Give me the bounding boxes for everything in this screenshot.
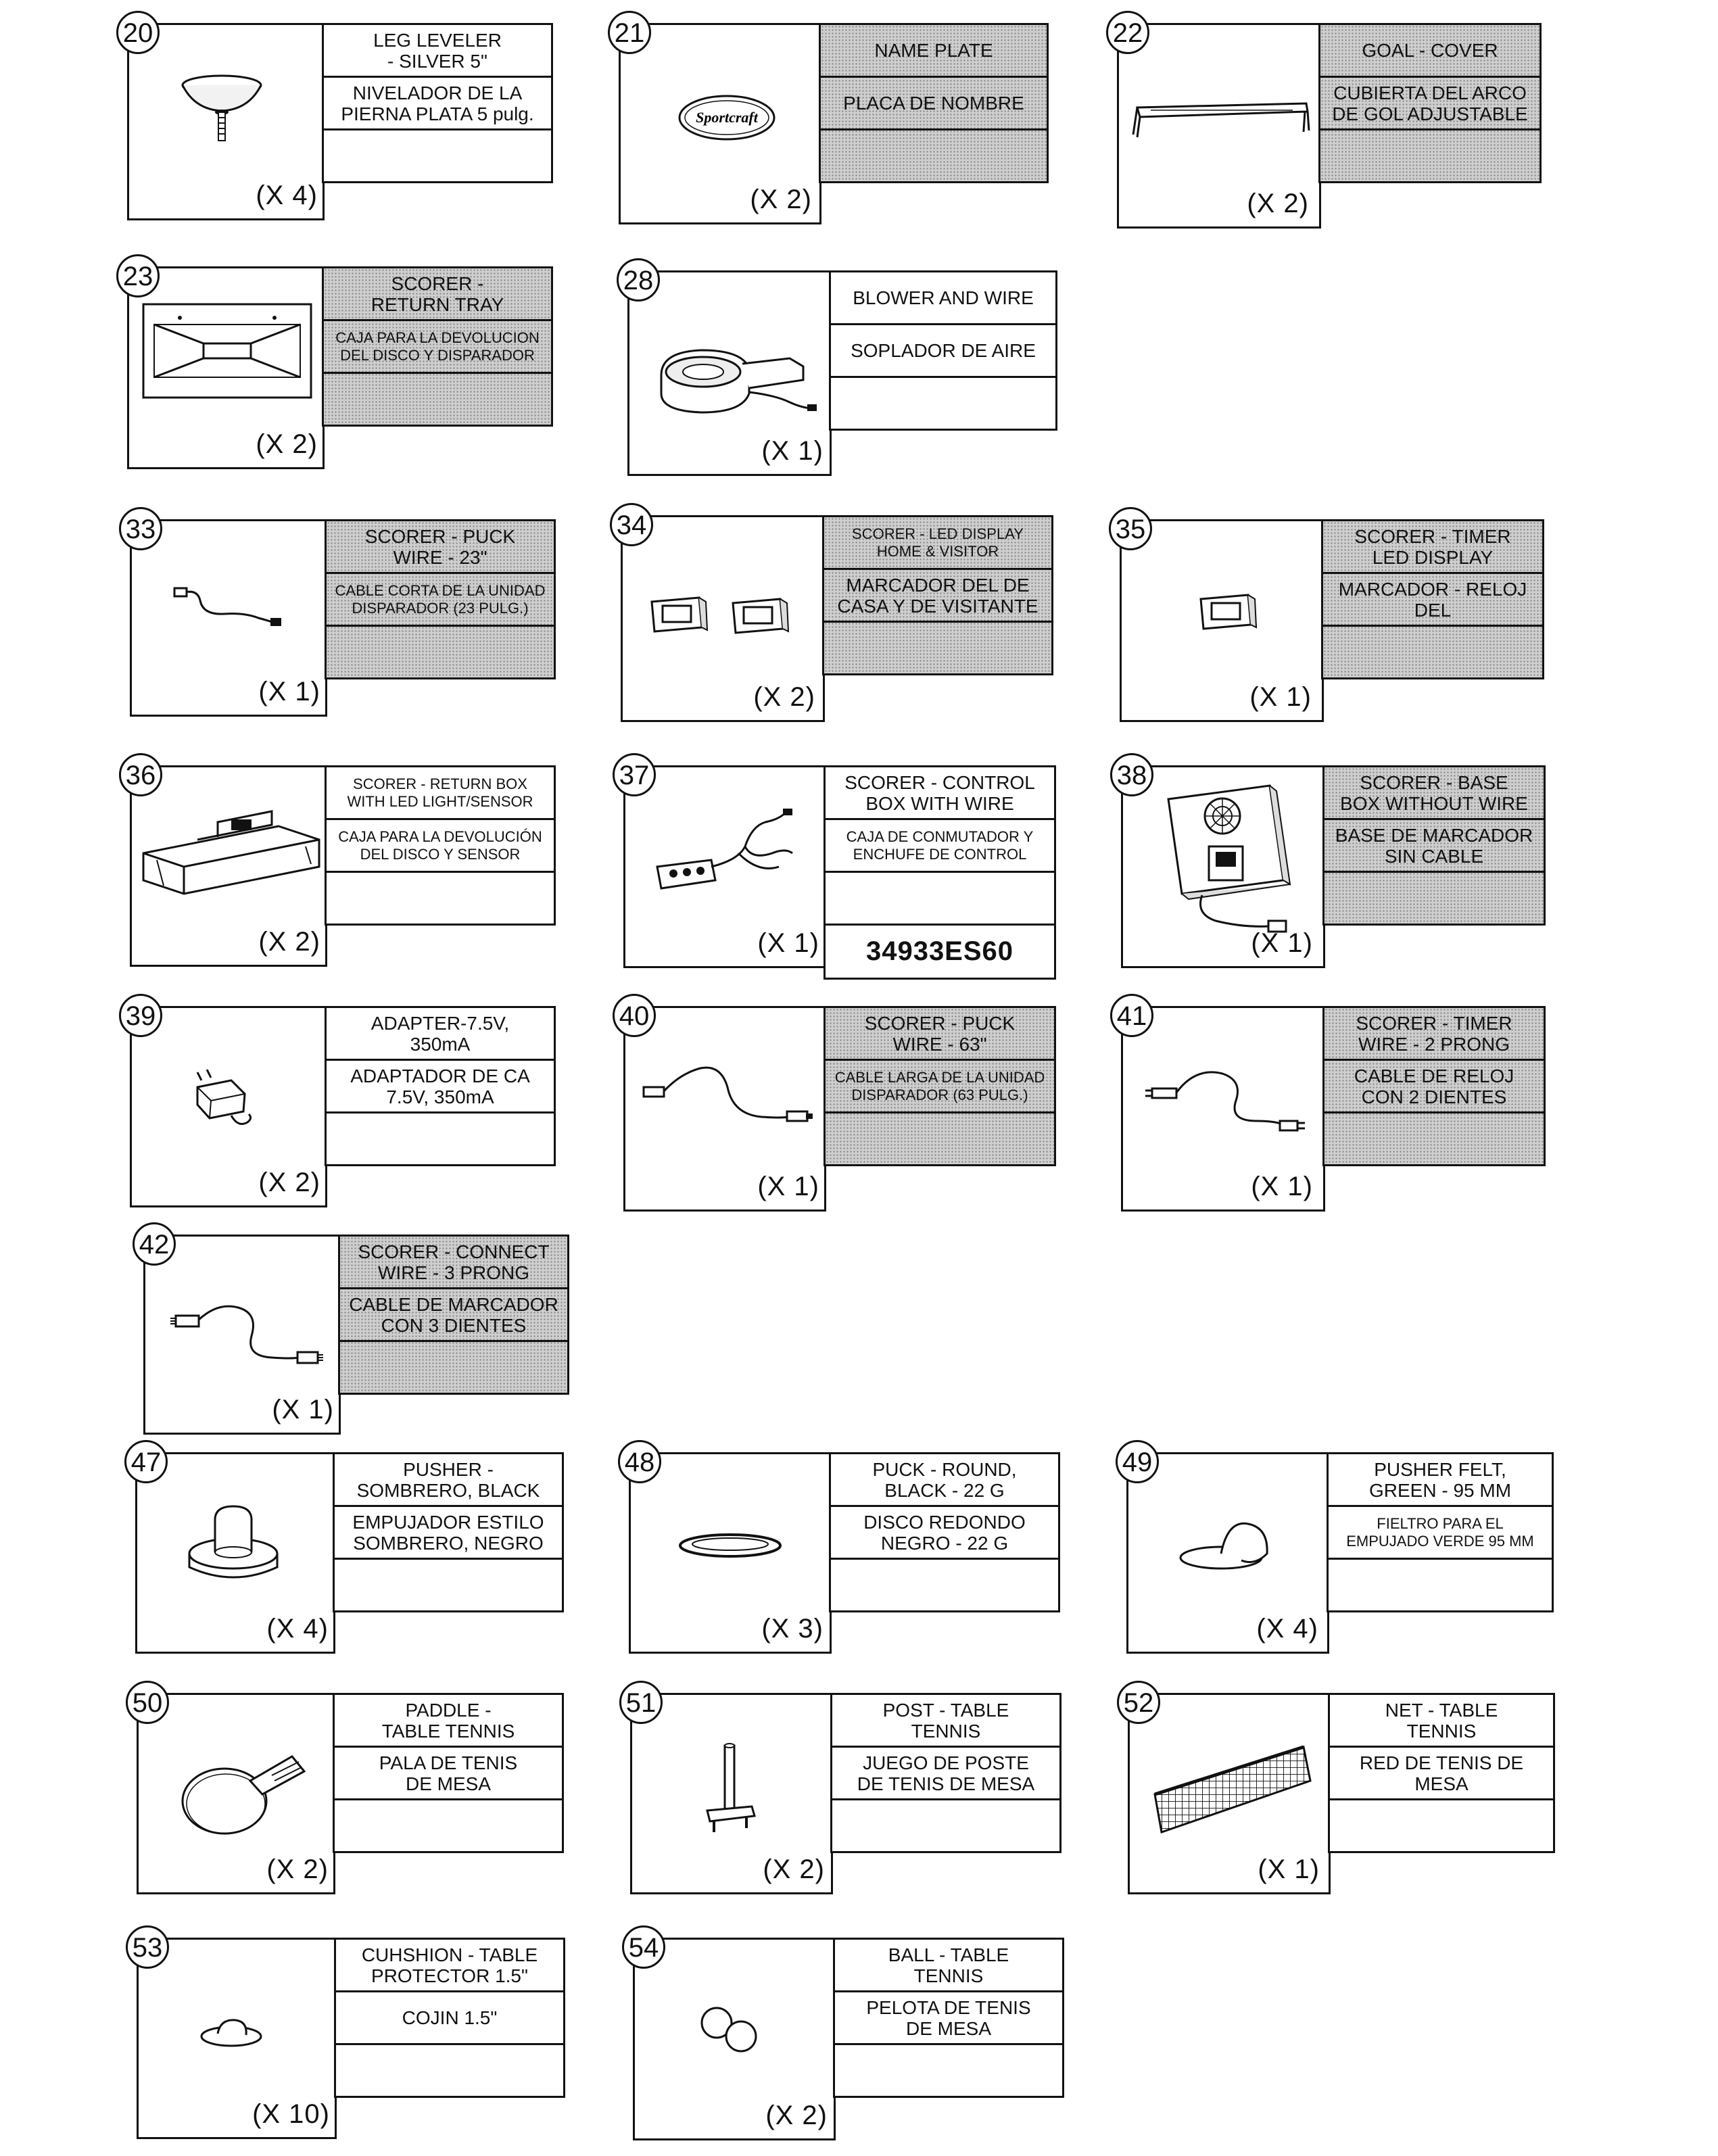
- part-number: 35: [1109, 507, 1152, 550]
- part-22: [1112, 18, 1542, 229]
- part-label-table: [322, 23, 553, 183]
- part-quantity: (X 1): [1251, 1172, 1313, 1201]
- part-code-cell: [832, 1800, 1059, 1853]
- part-name-spanish: PALA DE TENIS DE MESA: [335, 1748, 562, 1800]
- part-name-spanish: ADAPTADOR DE CA 7.5V, 350mA: [327, 1061, 554, 1113]
- net-icon: [1148, 1740, 1317, 1842]
- part-34: [616, 510, 1053, 722]
- part-quantity: (X 1): [757, 1172, 819, 1201]
- part-name-spanish: RED DE TENIS DE MESA: [1330, 1748, 1553, 1800]
- part-label-table: [334, 1938, 565, 2098]
- part-name-spanish: MARCADOR - RELOJ DEL: [1323, 574, 1542, 627]
- blower-icon: [648, 338, 824, 426]
- part-number: 49: [1116, 1440, 1159, 1483]
- part-code-cell: [1320, 130, 1540, 183]
- part-name-english: BALL - TABLE TENNIS: [835, 1940, 1062, 1992]
- part-quantity: (X 10): [252, 2099, 330, 2129]
- name-plate-logo: Sportcraft: [696, 109, 758, 126]
- part-42: [139, 1230, 569, 1435]
- part-code-cell: [335, 1800, 562, 1853]
- part-number: 54: [622, 1925, 665, 1969]
- part-38: [1116, 761, 1546, 968]
- part-label-table: [830, 1693, 1061, 1853]
- part-code-cell: 34933ES60: [826, 926, 1054, 980]
- part-label-table: [1321, 519, 1544, 679]
- part-name-spanish: FIELTRO PARA EL EMPUJADO VERDE 95 MM: [1329, 1507, 1552, 1560]
- part-28: [623, 266, 1057, 476]
- part-code-cell: [1325, 873, 1544, 926]
- part-code-cell: [336, 2045, 563, 2098]
- part-quantity: (X 1): [272, 1395, 334, 1424]
- part-code-cell: [335, 1560, 562, 1612]
- ball-icon: [694, 1998, 768, 2059]
- part-label-table: [333, 1452, 564, 1612]
- part-41: [1116, 1001, 1546, 1212]
- puck-wire-short-icon: [170, 580, 285, 634]
- part-number: 52: [1117, 1681, 1160, 1724]
- part-name-english: POST - TABLE TENNIS: [832, 1695, 1059, 1748]
- part-label-table: [829, 270, 1057, 431]
- part-name-spanish: SOPLADOR DE AIRE: [831, 325, 1055, 378]
- part-name-spanish: PLACA DE NOMBRE: [821, 78, 1047, 130]
- part-quantity: (X 2): [753, 682, 815, 712]
- part-number: 39: [119, 994, 162, 1037]
- part-name-english: SCORER - TIMER WIRE - 2 PRONG: [1325, 1008, 1544, 1061]
- part-20: [122, 18, 553, 220]
- part-47: [130, 1447, 564, 1654]
- part-52: [1123, 1688, 1555, 1894]
- part-label-table: [1322, 765, 1546, 926]
- part-21: [614, 18, 1049, 224]
- part-label-table: [333, 1693, 564, 1853]
- part-label-table: [1322, 1006, 1546, 1166]
- part-37: [619, 761, 1056, 968]
- part-quantity: (X 4): [266, 1614, 329, 1644]
- part-33: [125, 514, 556, 717]
- part-name-english: CUHSHION - TABLE PROTECTOR 1.5": [336, 1940, 563, 1992]
- part-number: 51: [619, 1681, 663, 1724]
- part-quantity: (X 3): [761, 1614, 824, 1644]
- part-name-spanish: JUEGO DE POSTE DE TENIS DE MESA: [832, 1748, 1059, 1800]
- part-code-cell: [1329, 1560, 1552, 1612]
- part-label-table: [325, 519, 556, 679]
- part-35: [1115, 514, 1544, 722]
- part-label-table: [1328, 1693, 1555, 1853]
- puck-icon: [676, 1527, 784, 1567]
- part-name-english: GOAL - COVER: [1320, 25, 1540, 78]
- part-blank-cell: [826, 873, 1054, 926]
- part-code-cell: [831, 1560, 1058, 1612]
- cushion-icon: [197, 2012, 272, 2053]
- puck-wire-long-icon: [640, 1060, 815, 1134]
- part-36: [125, 761, 556, 967]
- part-code-cell: [1330, 1800, 1553, 1853]
- part-48: [624, 1447, 1060, 1654]
- part-name-spanish: CABLE CORTA DE LA UNIDAD DISPARADOR (23 PULG.): [327, 574, 554, 627]
- part-name-spanish: CAJA DE CONMUTADOR Y ENCHUFE DE CONTROL: [826, 820, 1054, 873]
- part-name-english: ADAPTER-7.5V, 350mA: [327, 1008, 554, 1061]
- part-code-cell: [1325, 1113, 1544, 1166]
- part-name-english: BLOWER AND WIRE: [831, 272, 1055, 325]
- part-name-english: SCORER - CONTROL BOX WITH WIRE: [826, 767, 1054, 820]
- part-code-cell: [324, 130, 551, 183]
- part-number: 28: [617, 258, 660, 302]
- part-label-table: [824, 1006, 1056, 1166]
- part-quantity: (X 4): [256, 181, 318, 210]
- part-name-english: SCORER - RETURN TRAY: [324, 268, 551, 321]
- part-number: 23: [116, 254, 160, 297]
- part-name-english: SCORER - CONNECT WIRE - 3 PRONG: [340, 1237, 567, 1289]
- part-label-table: [824, 765, 1056, 980]
- part-label-table: [829, 1452, 1060, 1612]
- part-quantity: (X 1): [757, 928, 819, 958]
- part-quantity: (X 2): [256, 429, 318, 459]
- part-number: 42: [133, 1222, 176, 1266]
- part-code-cell: [327, 873, 554, 926]
- paddle-icon: [177, 1747, 312, 1842]
- part-quantity: (X 2): [763, 1854, 825, 1884]
- part-label-table: [1318, 23, 1542, 183]
- led-display-timer-icon: [1194, 587, 1268, 641]
- goal-cover-icon: [1124, 87, 1320, 141]
- part-49: [1122, 1447, 1554, 1654]
- part-code-cell: [821, 130, 1047, 183]
- part-quantity: (X 2): [750, 185, 812, 214]
- part-name-spanish: CABLE LARGA DE LA UNIDAD DISPARADOR (63 PULG.): [826, 1061, 1054, 1113]
- pusher-icon: [183, 1500, 284, 1587]
- control-box-icon: [650, 806, 806, 901]
- part-23: [122, 262, 553, 469]
- part-label-table: [822, 515, 1053, 675]
- part-name-spanish: CUBIERTA DEL ARCO DE GOL ADJUSTABLE: [1320, 78, 1540, 130]
- part-name-english: SCORER - TIMER LED DISPLAY: [1323, 521, 1542, 574]
- part-name-english: LEG LEVELER - SILVER 5": [324, 25, 551, 78]
- part-label-table: [325, 1006, 556, 1166]
- part-code-cell: [327, 627, 554, 679]
- part-name-spanish: DISCO REDONDO NEGRO - 22 G: [831, 1507, 1058, 1560]
- part-name-english: PUSHER - SOMBRERO, BLACK: [335, 1454, 562, 1507]
- part-quantity: (X 2): [765, 2101, 828, 2130]
- part-54: [628, 1933, 1064, 2140]
- part-number: 20: [116, 11, 160, 54]
- part-name-english: NAME PLATE: [821, 25, 1047, 78]
- part-name-spanish: NIVELADOR DE LA PIERNA PLATA 5 pulg.: [324, 78, 551, 130]
- part-name-spanish: PELOTA DE TENIS DE MESA: [835, 1992, 1062, 2045]
- part-code-cell: [831, 378, 1055, 431]
- part-code-cell: [824, 623, 1051, 675]
- part-name-spanish: CAJA PARA LA DEVOLUCIÓN DEL DISCO Y SENSOR: [327, 820, 554, 873]
- part-quantity: (X 2): [266, 1854, 329, 1884]
- part-quantity: (X 2): [258, 1168, 320, 1197]
- part-name-english: SCORER - PUCK WIRE - 63": [826, 1008, 1054, 1061]
- part-number: 37: [613, 753, 656, 796]
- led-display-pair-icon: [645, 588, 801, 642]
- part-name-english: PADDLE - TABLE TENNIS: [335, 1695, 562, 1748]
- part-label-table: [322, 266, 553, 427]
- pusher-felt-icon: [1174, 1513, 1289, 1581]
- part-number: 50: [126, 1681, 169, 1724]
- part-name-spanish: MARCADOR DEL DE CASA Y DE VISITANTE: [824, 570, 1051, 623]
- part-name-spanish: CABLE DE RELOJ CON 2 DIENTES: [1325, 1061, 1544, 1113]
- part-name-english: PUSHER FELT, GREEN - 95 MM: [1329, 1454, 1552, 1507]
- part-number: 36: [119, 753, 162, 796]
- part-39: [125, 1001, 556, 1207]
- part-name-spanish: COJIN 1.5": [336, 1992, 563, 2045]
- part-name-english: PUCK - ROUND, BLACK - 22 G: [831, 1454, 1058, 1507]
- part-number: 33: [119, 507, 162, 550]
- part-label-table: [338, 1235, 569, 1395]
- part-number: 21: [608, 11, 651, 54]
- part-label-table: [833, 1938, 1064, 2098]
- part-number: 48: [618, 1440, 661, 1483]
- part-name-english: SCORER - RETURN BOX WITH LED LIGHT/SENSOR: [327, 767, 554, 820]
- leg-leveler-icon: [168, 70, 276, 145]
- part-50: [132, 1688, 564, 1894]
- part-name-spanish: CABLE DE MARCADOR CON 3 DIENTES: [340, 1289, 567, 1342]
- base-box-icon: [1155, 779, 1304, 948]
- part-name-english: NET - TABLE TENNIS: [1330, 1695, 1553, 1748]
- part-name-spanish: EMPUJADOR ESTILO SOMBRERO, NEGRO: [335, 1507, 562, 1560]
- connect-wire-icon: [170, 1295, 326, 1383]
- part-code-cell: [340, 1342, 567, 1395]
- adapter-icon: [191, 1067, 265, 1134]
- post-icon: [698, 1740, 765, 1842]
- part-code-cell: [1323, 627, 1542, 679]
- part-name-spanish: CAJA PARA LA DEVOLUCION DEL DISCO Y DISPARADOR: [324, 321, 551, 374]
- part-code-cell: [835, 2045, 1062, 2098]
- part-code-cell: [826, 1113, 1054, 1166]
- part-name-spanish: BASE DE MARCADOR SIN CABLE: [1325, 820, 1544, 873]
- part-quantity: (X 1): [258, 677, 320, 706]
- part-quantity: (X 4): [1256, 1614, 1318, 1644]
- part-name-english: SCORER - BASE BOX WITHOUT WIRE: [1325, 767, 1544, 820]
- part-number: 40: [613, 994, 656, 1037]
- part-53: [132, 1933, 565, 2139]
- part-number: 41: [1110, 994, 1153, 1037]
- part-quantity: (X 2): [258, 927, 320, 957]
- part-number: 38: [1110, 753, 1153, 796]
- part-quantity: (X 1): [761, 436, 824, 466]
- timer-wire-icon: [1141, 1060, 1310, 1148]
- part-code-cell: [327, 1113, 554, 1166]
- part-label-table: [325, 765, 556, 926]
- part-quantity: (X 1): [1251, 928, 1313, 958]
- part-number: 22: [1106, 11, 1149, 54]
- part-label-table: [819, 23, 1049, 183]
- return-tray-icon: [139, 300, 315, 402]
- part-quantity: (X 2): [1247, 189, 1309, 218]
- part-number: 47: [124, 1440, 168, 1483]
- part-quantity: (X 1): [1258, 1854, 1320, 1884]
- part-quantity: (X 1): [1249, 682, 1312, 712]
- part-code-cell: [324, 374, 551, 427]
- part-name-english: SCORER - PUCK WIRE - 23": [327, 521, 554, 574]
- part-51: [625, 1688, 1061, 1894]
- part-number: 53: [126, 1925, 169, 1969]
- name-plate-icon: [676, 91, 778, 145]
- part-40: [619, 1001, 1056, 1212]
- return-box-icon: [137, 799, 326, 901]
- part-name-english: SCORER - LED DISPLAY HOME & VISITOR: [824, 517, 1051, 570]
- part-label-table: [1327, 1452, 1554, 1612]
- part-number: 34: [610, 503, 653, 546]
